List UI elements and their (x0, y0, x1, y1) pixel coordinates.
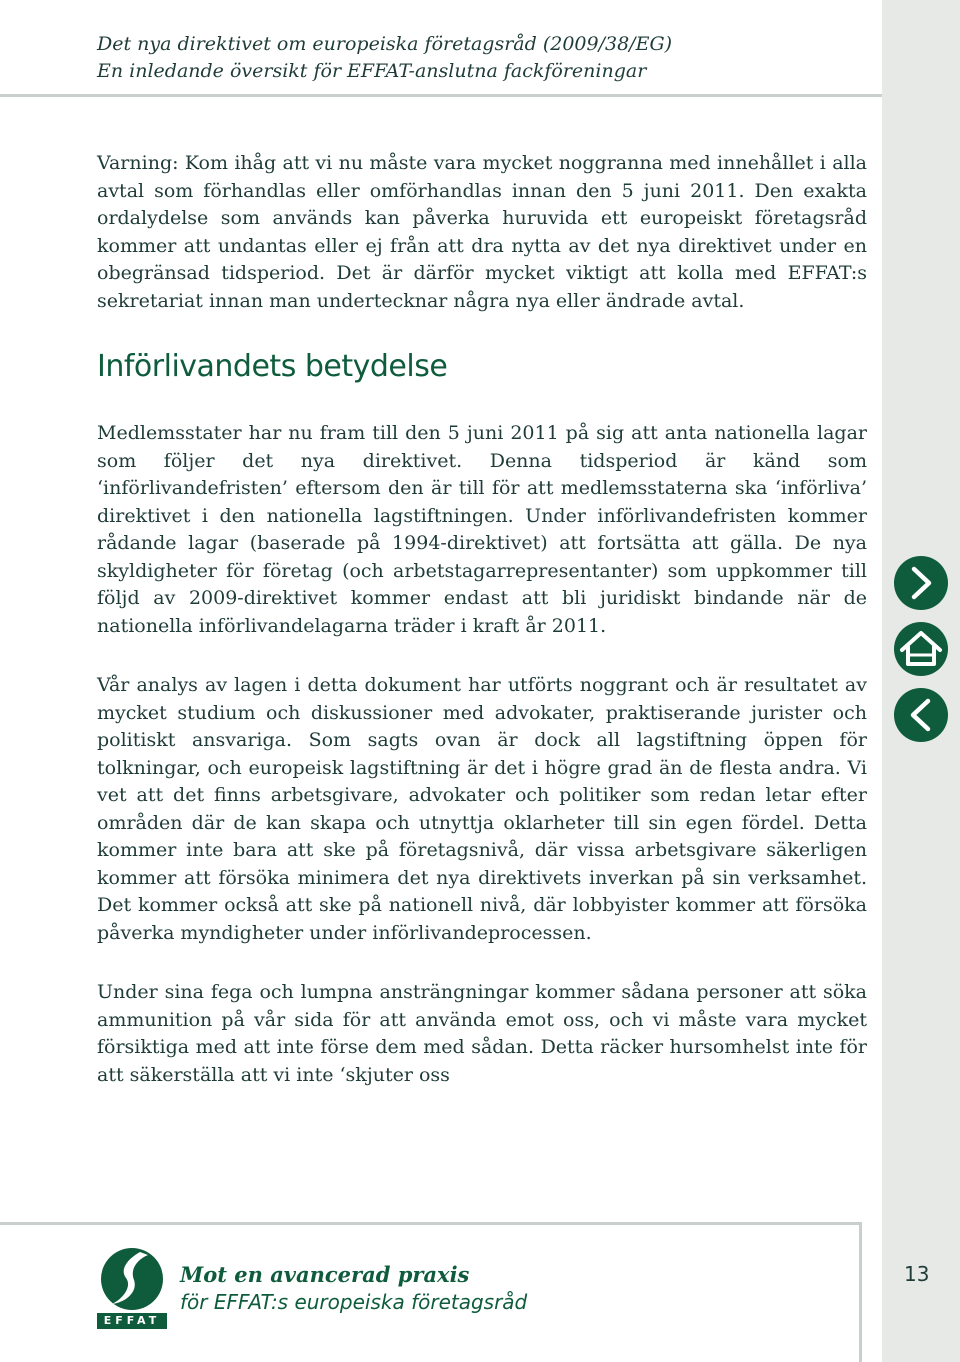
main-content (97, 150, 867, 1089)
logo-text: EFFAT (97, 1313, 167, 1329)
footer-subtitle: för EFFAT:s europeiska företagsråd (180, 1290, 528, 1314)
header-subtitle: En inledande översikt för EFFAT-anslutna fackföreningar (97, 60, 647, 82)
paragraph-2: Vår analys av lagen i detta dokument har utförts noggrant och är resultatet av mycket studium och diskussioner med advokater, praktiserande jurister och politiskt ansvariga. Som sagts ovan är dock all lagstiftning öppen för tolkningar, och europeisk lagstiftning är det i högre grad än de flesta andra. Vi vet att det finns arbetsgivare, advokater och politiker som redan letar efter områden där de kan skapa och utnyttja oklarheter till sin egen fördel. Detta kommer inte bara att ske på företagsnivå, där vissa arbetsgivare säkerligen kommer att försöka minimera det nya direktivets inverkan på sin verksamhet. Det kommer också att ske på nationell nivå, där lobbyister kommer att försöka påverka myndigheter under införlivandeprocessen. (97, 674, 867, 944)
page-number: 13 (904, 1262, 930, 1286)
previous-page-button[interactable] (894, 688, 948, 742)
page-header (0, 0, 882, 97)
footer-title: Mot en avancerad praxis (180, 1262, 470, 1287)
right-sidebar (882, 0, 960, 1362)
section-heading: Införlivandets betydelse (97, 349, 448, 384)
home-button[interactable] (894, 622, 948, 676)
paragraph-3: Under sina fega och lumpna ansträngningar kommer sådana personer att söka ammunition på vår sida för att använda emot oss, och vi måste vara mycket försiktiga med att inte förse dem med sådan. Detta räcker hursomhelst inte för att säkerställa att vi inte ‘skjuter oss (97, 981, 867, 1086)
warning-paragraph: Varning: Kom ihåg att vi nu måste vara mycket noggranna med innehållet i alla avtal som förhandlas eller omförhandlas innan den 5 juni 2011. Den exakta ordalydelse som används kan påverka huruvida ett europeiskt företagsråd kommer att undantas eller ej från att dra nytta av det nya direktivet under en obegränsad tidsperiod. Det är därför mycket viktigt att kolla med EFFAT:s sekretariat innan man undertecknar några nya eller ändrade avtal. (97, 152, 867, 312)
home-icon (894, 622, 948, 676)
header-title: Det nya direktivet om europeiska företagsråd (2009/38/EG) (97, 33, 673, 55)
next-page-button[interactable] (894, 556, 948, 610)
paragraph-1: Medlemsstater har nu fram till den 5 juni 2011 på sig att anta nationella lagar som följer det nya direktivet. Denna tidsperiod är känd som ‘införlivandefristen’ eftersom den är till för att medlemsstaterna ska ‘införliva’ direktivet i den nationella lagstiftningen. Under införlivandefristen kommer rådande lagar (baserade på 1994-direktivet) att fortsätta att gälla. De nya skyldigheter för företag (och arbetstagarrepresentanter) som uppkommer till följd av 2009-direktivet kommer endast att bli juridiskt bindande när de nationella införlivandelagarna träder i kraft år 2011. (97, 422, 867, 637)
chevron-left-icon (894, 688, 948, 742)
chevron-right-icon (894, 556, 948, 610)
